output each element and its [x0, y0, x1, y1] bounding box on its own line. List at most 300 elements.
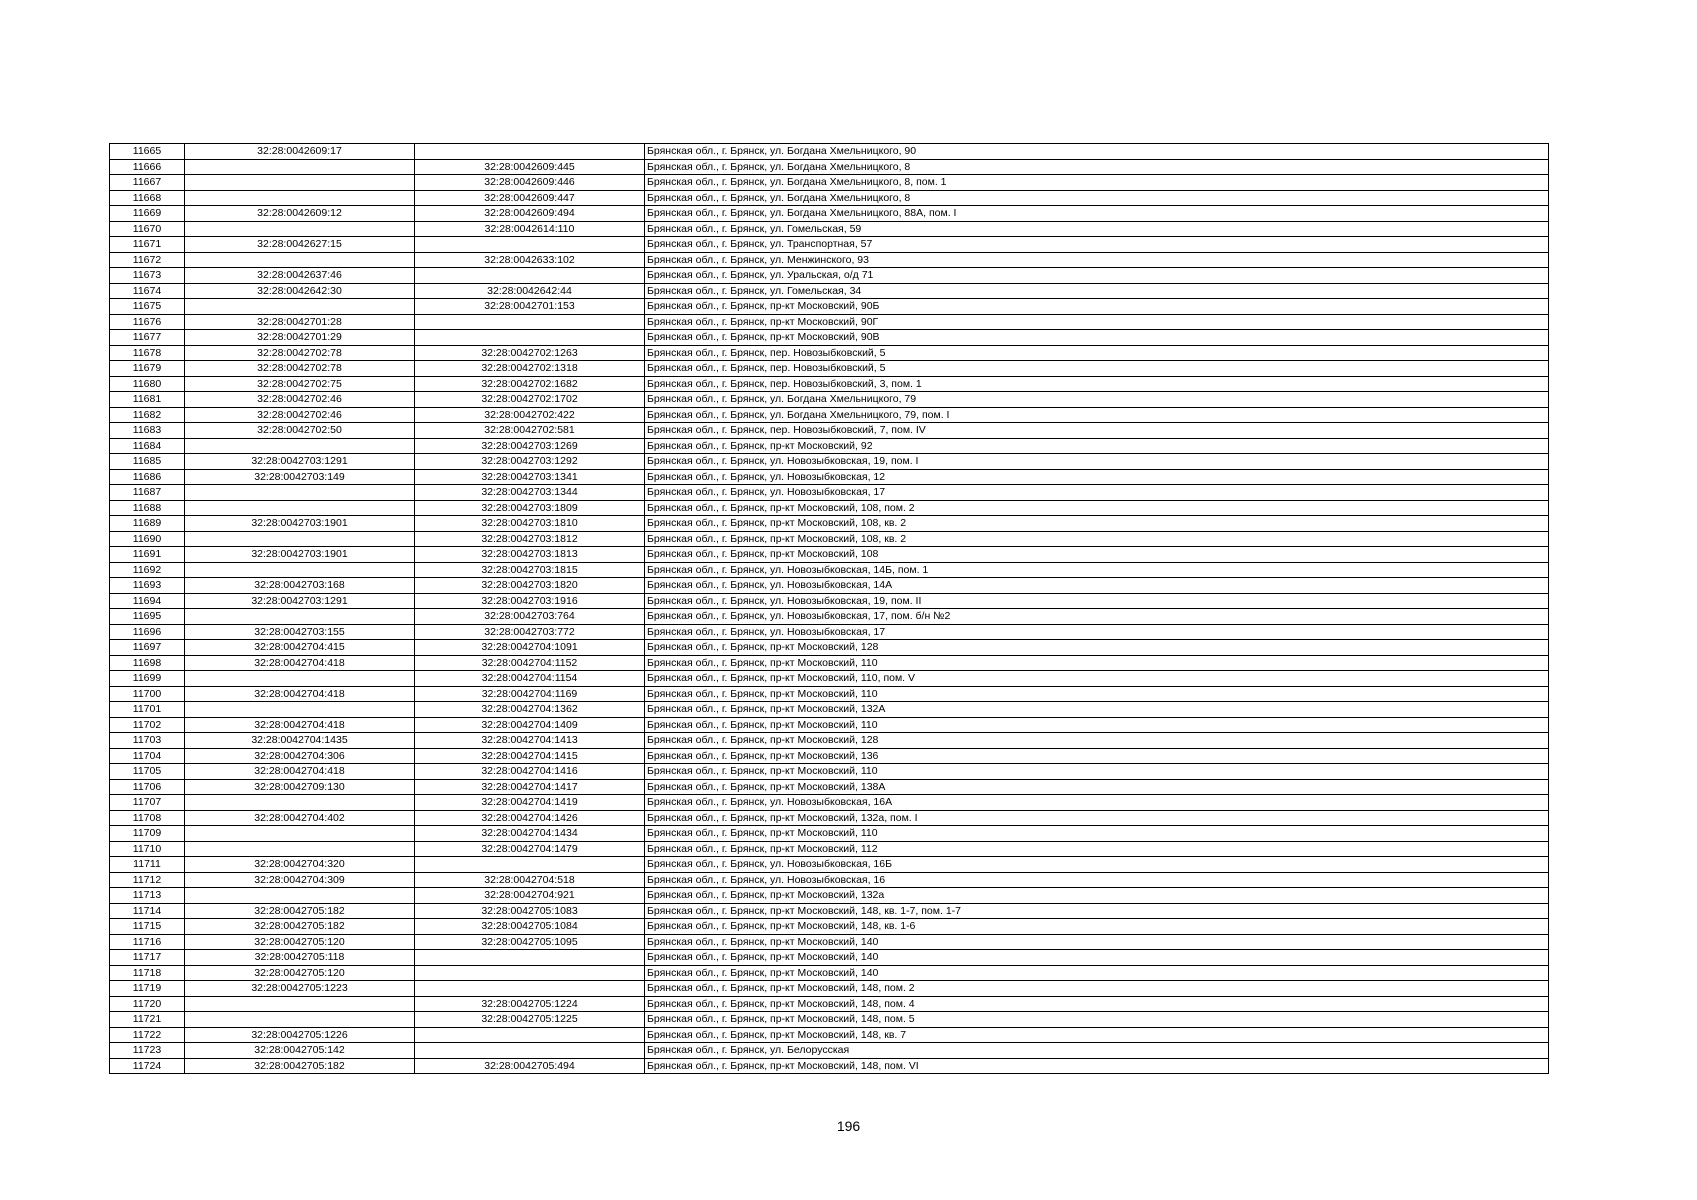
object-cadastral-number-cell: 32:28:0042642:44	[415, 283, 645, 299]
row-number-cell: 11706	[110, 779, 185, 795]
object-cadastral-number-cell: 32:28:0042704:1417	[415, 779, 645, 795]
object-cadastral-number-cell: 32:28:0042705:1225	[415, 1012, 645, 1028]
row-number-cell: 11703	[110, 733, 185, 749]
land-cadastral-number-cell	[185, 438, 415, 454]
land-cadastral-number-cell: 32:28:0042702:78	[185, 345, 415, 361]
table-row	[110, 485, 1549, 501]
row-number-cell: 11718	[110, 965, 185, 981]
row-number-cell: 11693	[110, 578, 185, 594]
object-cadastral-number-cell: 32:28:0042609:446	[415, 175, 645, 191]
land-cadastral-number-cell: 32:28:0042609:17	[185, 144, 415, 160]
table-row	[110, 903, 1549, 919]
table-row	[110, 562, 1549, 578]
row-number-cell: 11666	[110, 159, 185, 175]
land-cadastral-number-cell: 32:28:0042703:1901	[185, 547, 415, 563]
table-row	[110, 826, 1549, 842]
object-cadastral-number-cell: 32:28:0042702:1702	[415, 392, 645, 408]
table-row	[110, 857, 1549, 873]
address-cell: Брянская обл., г. Брянск, пр-кт Московский, 148, пом. 2	[645, 981, 1549, 997]
object-cadastral-number-cell: 32:28:0042704:1362	[415, 702, 645, 718]
row-number-cell: 11709	[110, 826, 185, 842]
address-cell: Брянская обл., г. Брянск, пр-кт Московский, 110, пом. V	[645, 671, 1549, 687]
row-number-cell: 11670	[110, 221, 185, 237]
table-row	[110, 1043, 1549, 1059]
object-cadastral-number-cell	[415, 981, 645, 997]
row-number-cell: 11683	[110, 423, 185, 439]
address-cell: Брянская обл., г. Брянск, ул. Новозыбковская, 14Б, пом. 1	[645, 562, 1549, 578]
table-row	[110, 376, 1549, 392]
row-number-cell: 11677	[110, 330, 185, 346]
address-cell: Брянская обл., г. Брянск, ул. Новозыбковская, 14А	[645, 578, 1549, 594]
land-cadastral-number-cell: 32:28:0042705:120	[185, 934, 415, 950]
address-cell: Брянская обл., г. Брянск, ул. Новозыбковская, 17, пом. б/н №2	[645, 609, 1549, 625]
object-cadastral-number-cell: 32:28:0042703:1292	[415, 454, 645, 470]
address-cell: Брянская обл., г. Брянск, пр-кт Московский, 140	[645, 934, 1549, 950]
land-cadastral-number-cell	[185, 500, 415, 516]
land-cadastral-number-cell	[185, 299, 415, 315]
object-cadastral-number-cell: 32:28:0042705:1095	[415, 934, 645, 950]
land-cadastral-number-cell	[185, 702, 415, 718]
land-cadastral-number-cell: 32:28:0042705:1226	[185, 1027, 415, 1043]
table-row	[110, 919, 1549, 935]
row-number-cell: 11711	[110, 857, 185, 873]
address-cell: Брянская обл., г. Брянск, пр-кт Московский, 110	[645, 686, 1549, 702]
land-cadastral-number-cell	[185, 996, 415, 1012]
object-cadastral-number-cell	[415, 857, 645, 873]
table-row	[110, 159, 1549, 175]
land-cadastral-number-cell	[185, 795, 415, 811]
land-cadastral-number-cell	[185, 609, 415, 625]
object-cadastral-number-cell: 32:28:0042702:1682	[415, 376, 645, 392]
address-cell: Брянская обл., г. Брянск, пр-кт Московский, 92	[645, 438, 1549, 454]
address-cell: Брянская обл., г. Брянск, пр-кт Московский, 148, кв. 1-6	[645, 919, 1549, 935]
land-cadastral-number-cell: 32:28:0042609:12	[185, 206, 415, 222]
land-cadastral-number-cell	[185, 175, 415, 191]
row-number-cell: 11712	[110, 872, 185, 888]
object-cadastral-number-cell	[415, 965, 645, 981]
row-number-cell: 11680	[110, 376, 185, 392]
object-cadastral-number-cell	[415, 330, 645, 346]
address-cell: Брянская обл., г. Брянск, пр-кт Московский, 132а	[645, 888, 1549, 904]
row-number-cell: 11720	[110, 996, 185, 1012]
object-cadastral-number-cell: 32:28:0042703:1810	[415, 516, 645, 532]
row-number-cell: 11710	[110, 841, 185, 857]
address-cell: Брянская обл., г. Брянск, ул. Новозыбковская, 16	[645, 872, 1549, 888]
table-row	[110, 640, 1549, 656]
land-cadastral-number-cell: 32:28:0042704:418	[185, 764, 415, 780]
table-row	[110, 516, 1549, 532]
address-cell: Брянская обл., г. Брянск, пр-кт Московский, 90Г	[645, 314, 1549, 330]
address-cell: Брянская обл., г. Брянск, ул. Новозыбковская, 19, пом. II	[645, 593, 1549, 609]
object-cadastral-number-cell: 32:28:0042703:1812	[415, 531, 645, 547]
address-cell: Брянская обл., г. Брянск, ул. Гомельская, 34	[645, 283, 1549, 299]
address-cell: Брянская обл., г. Брянск, пр-кт Московский, 148, кв. 7	[645, 1027, 1549, 1043]
land-cadastral-number-cell: 32:28:0042642:30	[185, 283, 415, 299]
address-cell: Брянская обл., г. Брянск, пр-кт Московский, 132А	[645, 702, 1549, 718]
object-cadastral-number-cell: 32:28:0042704:1169	[415, 686, 645, 702]
address-cell: Брянская обл., г. Брянск, пер. Новозыбковский, 5	[645, 345, 1549, 361]
object-cadastral-number-cell: 32:28:0042609:445	[415, 159, 645, 175]
table-body	[110, 144, 1549, 1074]
row-number-cell: 11671	[110, 237, 185, 253]
address-cell: Брянская обл., г. Брянск, пр-кт Московский, 136	[645, 748, 1549, 764]
object-cadastral-number-cell: 32:28:0042704:1409	[415, 717, 645, 733]
land-cadastral-number-cell	[185, 888, 415, 904]
object-cadastral-number-cell: 32:28:0042702:422	[415, 407, 645, 423]
table-row	[110, 407, 1549, 423]
address-cell: Брянская обл., г. Брянск, ул. Новозыбковская, 16Б	[645, 857, 1549, 873]
address-cell: Брянская обл., г. Брянск, пр-кт Московский, 140	[645, 965, 1549, 981]
table-row	[110, 655, 1549, 671]
row-number-cell: 11679	[110, 361, 185, 377]
object-cadastral-number-cell: 32:28:0042704:1434	[415, 826, 645, 842]
land-cadastral-number-cell	[185, 531, 415, 547]
object-cadastral-number-cell: 32:28:0042703:1809	[415, 500, 645, 516]
address-cell: Брянская обл., г. Брянск, ул. Богдана Хмельницкого, 88А, пом. I	[645, 206, 1549, 222]
land-cadastral-number-cell	[185, 671, 415, 687]
land-cadastral-number-cell: 32:28:0042704:1435	[185, 733, 415, 749]
row-number-cell: 11701	[110, 702, 185, 718]
row-number-cell: 11696	[110, 624, 185, 640]
table-row	[110, 764, 1549, 780]
object-cadastral-number-cell: 32:28:0042705:1083	[415, 903, 645, 919]
object-cadastral-number-cell	[415, 1027, 645, 1043]
row-number-cell: 11714	[110, 903, 185, 919]
row-number-cell: 11722	[110, 1027, 185, 1043]
land-cadastral-number-cell	[185, 841, 415, 857]
object-cadastral-number-cell: 32:28:0042633:102	[415, 252, 645, 268]
row-number-cell: 11724	[110, 1058, 185, 1074]
object-cadastral-number-cell: 32:28:0042703:764	[415, 609, 645, 625]
land-cadastral-number-cell	[185, 159, 415, 175]
object-cadastral-number-cell: 32:28:0042702:581	[415, 423, 645, 439]
table-row	[110, 361, 1549, 377]
table-row	[110, 934, 1549, 950]
row-number-cell: 11688	[110, 500, 185, 516]
table-row	[110, 779, 1549, 795]
table-row	[110, 206, 1549, 222]
land-cadastral-number-cell: 32:28:0042701:29	[185, 330, 415, 346]
land-cadastral-number-cell: 32:28:0042705:120	[185, 965, 415, 981]
object-cadastral-number-cell: 32:28:0042705:1084	[415, 919, 645, 935]
address-cell: Брянская обл., г. Брянск, пр-кт Московский, 138А	[645, 779, 1549, 795]
land-cadastral-number-cell: 32:28:0042702:46	[185, 407, 415, 423]
land-cadastral-number-cell: 32:28:0042705:1223	[185, 981, 415, 997]
land-cadastral-number-cell: 32:28:0042702:75	[185, 376, 415, 392]
table-row	[110, 1012, 1549, 1028]
row-number-cell: 11702	[110, 717, 185, 733]
table-row	[110, 423, 1549, 439]
land-cadastral-number-cell: 32:28:0042704:418	[185, 717, 415, 733]
object-cadastral-number-cell: 32:28:0042703:772	[415, 624, 645, 640]
land-cadastral-number-cell	[185, 826, 415, 842]
table-row	[110, 795, 1549, 811]
land-cadastral-number-cell: 32:28:0042703:1901	[185, 516, 415, 532]
address-cell: Брянская обл., г. Брянск, ул. Богдана Хмельницкого, 8	[645, 190, 1549, 206]
land-cadastral-number-cell: 32:28:0042704:320	[185, 857, 415, 873]
row-number-cell: 11667	[110, 175, 185, 191]
row-number-cell: 11685	[110, 454, 185, 470]
address-cell: Брянская обл., г. Брянск, пр-кт Московский, 148, пом. VI	[645, 1058, 1549, 1074]
table-row	[110, 624, 1549, 640]
object-cadastral-number-cell: 32:28:0042704:1415	[415, 748, 645, 764]
land-cadastral-number-cell: 32:28:0042702:50	[185, 423, 415, 439]
row-number-cell: 11672	[110, 252, 185, 268]
address-cell: Брянская обл., г. Брянск, ул. Новозыбковская, 19, пом. I	[645, 454, 1549, 470]
row-number-cell: 11690	[110, 531, 185, 547]
object-cadastral-number-cell: 32:28:0042703:1813	[415, 547, 645, 563]
object-cadastral-number-cell: 32:28:0042703:1344	[415, 485, 645, 501]
object-cadastral-number-cell: 32:28:0042703:1341	[415, 469, 645, 485]
land-cadastral-number-cell: 32:28:0042704:306	[185, 748, 415, 764]
land-cadastral-number-cell: 32:28:0042705:118	[185, 950, 415, 966]
land-cadastral-number-cell	[185, 221, 415, 237]
row-number-cell: 11684	[110, 438, 185, 454]
table-row	[110, 283, 1549, 299]
row-number-cell: 11704	[110, 748, 185, 764]
row-number-cell: 11681	[110, 392, 185, 408]
row-number-cell: 11721	[110, 1012, 185, 1028]
address-cell: Брянская обл., г. Брянск, пер. Новозыбковский, 7, пом. IV	[645, 423, 1549, 439]
table-row	[110, 345, 1549, 361]
land-cadastral-number-cell: 32:28:0042709:130	[185, 779, 415, 795]
row-number-cell: 11689	[110, 516, 185, 532]
object-cadastral-number-cell: 32:28:0042703:1269	[415, 438, 645, 454]
land-cadastral-number-cell	[185, 190, 415, 206]
address-cell: Брянская обл., г. Брянск, пр-кт Московский, 110	[645, 764, 1549, 780]
land-cadastral-number-cell	[185, 252, 415, 268]
row-number-cell: 11694	[110, 593, 185, 609]
land-cadastral-number-cell	[185, 485, 415, 501]
object-cadastral-number-cell: 32:28:0042704:1416	[415, 764, 645, 780]
address-cell: Брянская обл., г. Брянск, пр-кт Московский, 110	[645, 826, 1549, 842]
address-cell: Брянская обл., г. Брянск, пр-кт Московский, 108, кв. 2	[645, 531, 1549, 547]
address-cell: Брянская обл., г. Брянск, пр-кт Московский, 110	[645, 717, 1549, 733]
object-cadastral-number-cell: 32:28:0042704:1154	[415, 671, 645, 687]
address-cell: Брянская обл., г. Брянск, пр-кт Московский, 90Б	[645, 299, 1549, 315]
table-row	[110, 888, 1549, 904]
address-cell: Брянская обл., г. Брянск, пр-кт Московский, 128	[645, 733, 1549, 749]
table-row	[110, 454, 1549, 470]
table-row	[110, 190, 1549, 206]
row-number-cell: 11716	[110, 934, 185, 950]
row-number-cell: 11708	[110, 810, 185, 826]
table-row	[110, 221, 1549, 237]
table-row	[110, 469, 1549, 485]
address-cell: Брянская обл., г. Брянск, пр-кт Московский, 112	[645, 841, 1549, 857]
row-number-cell: 11698	[110, 655, 185, 671]
land-cadastral-number-cell: 32:28:0042705:182	[185, 903, 415, 919]
table-row	[110, 1027, 1549, 1043]
table-row	[110, 810, 1549, 826]
address-cell: Брянская обл., г. Брянск, пр-кт Московский, 132а, пом. I	[645, 810, 1549, 826]
row-number-cell: 11700	[110, 686, 185, 702]
row-number-cell: 11668	[110, 190, 185, 206]
land-cadastral-number-cell: 32:28:0042703:1291	[185, 593, 415, 609]
table-row	[110, 748, 1549, 764]
table-row	[110, 593, 1549, 609]
address-cell: Брянская обл., г. Брянск, пр-кт Московский, 148, кв. 1-7, пом. 1-7	[645, 903, 1549, 919]
address-cell: Брянская обл., г. Брянск, пр-кт Московский, 110	[645, 655, 1549, 671]
object-cadastral-number-cell: 32:28:0042703:1820	[415, 578, 645, 594]
address-cell: Брянская обл., г. Брянск, ул. Богдана Хмельницкого, 79	[645, 392, 1549, 408]
address-cell: Брянская обл., г. Брянск, ул. Новозыбковская, 16А	[645, 795, 1549, 811]
table-row	[110, 996, 1549, 1012]
address-cell: Брянская обл., г. Брянск, ул. Менжинского, 93	[645, 252, 1549, 268]
table-row	[110, 702, 1549, 718]
row-number-cell: 11687	[110, 485, 185, 501]
table-row	[110, 965, 1549, 981]
object-cadastral-number-cell: 32:28:0042701:153	[415, 299, 645, 315]
table-row	[110, 299, 1549, 315]
table-row	[110, 500, 1549, 516]
row-number-cell: 11719	[110, 981, 185, 997]
object-cadastral-number-cell	[415, 144, 645, 160]
address-cell: Брянская обл., г. Брянск, ул. Новозыбковская, 17	[645, 624, 1549, 640]
address-cell: Брянская обл., г. Брянск, ул. Богдана Хмельницкого, 8	[645, 159, 1549, 175]
land-cadastral-number-cell	[185, 1012, 415, 1028]
row-number-cell: 11665	[110, 144, 185, 160]
land-cadastral-number-cell: 32:28:0042627:15	[185, 237, 415, 253]
object-cadastral-number-cell: 32:28:0042704:1091	[415, 640, 645, 656]
land-cadastral-number-cell: 32:28:0042704:418	[185, 686, 415, 702]
table-row	[110, 733, 1549, 749]
address-cell: Брянская обл., г. Брянск, ул. Новозыбковская, 12	[645, 469, 1549, 485]
object-cadastral-number-cell: 32:28:0042704:1426	[415, 810, 645, 826]
object-cadastral-number-cell: 32:28:0042705:494	[415, 1058, 645, 1074]
row-number-cell: 11675	[110, 299, 185, 315]
object-cadastral-number-cell	[415, 237, 645, 253]
land-cadastral-number-cell: 32:28:0042701:28	[185, 314, 415, 330]
land-cadastral-number-cell: 32:28:0042702:78	[185, 361, 415, 377]
object-cadastral-number-cell: 32:28:0042703:1815	[415, 562, 645, 578]
address-cell: Брянская обл., г. Брянск, пр-кт Московский, 148, пом. 5	[645, 1012, 1549, 1028]
table-row	[110, 671, 1549, 687]
object-cadastral-number-cell: 32:28:0042704:1413	[415, 733, 645, 749]
address-cell: Брянская обл., г. Брянск, пр-кт Московский, 108	[645, 547, 1549, 563]
row-number-cell: 11723	[110, 1043, 185, 1059]
object-cadastral-number-cell: 32:28:0042609:494	[415, 206, 645, 222]
row-number-cell: 11678	[110, 345, 185, 361]
object-cadastral-number-cell: 32:28:0042702:1263	[415, 345, 645, 361]
object-cadastral-number-cell: 32:28:0042704:1479	[415, 841, 645, 857]
object-cadastral-number-cell: 32:28:0042705:1224	[415, 996, 645, 1012]
table-row	[110, 330, 1549, 346]
row-number-cell: 11682	[110, 407, 185, 423]
address-cell: Брянская обл., г. Брянск, ул. Богдана Хмельницкого, 90	[645, 144, 1549, 160]
land-cadastral-number-cell: 32:28:0042703:149	[185, 469, 415, 485]
row-number-cell: 11715	[110, 919, 185, 935]
land-cadastral-number-cell: 32:28:0042637:46	[185, 268, 415, 284]
land-cadastral-number-cell: 32:28:0042703:1291	[185, 454, 415, 470]
object-cadastral-number-cell: 32:28:0042704:518	[415, 872, 645, 888]
object-cadastral-number-cell: 32:28:0042702:1318	[415, 361, 645, 377]
row-number-cell: 11676	[110, 314, 185, 330]
address-cell: Брянская обл., г. Брянск, ул. Уральская, о/д 71	[645, 268, 1549, 284]
object-cadastral-number-cell: 32:28:0042704:1419	[415, 795, 645, 811]
table-row	[110, 950, 1549, 966]
address-cell: Брянская обл., г. Брянск, пр-кт Московский, 108, кв. 2	[645, 516, 1549, 532]
table-row	[110, 717, 1549, 733]
address-cell: Брянская обл., г. Брянск, ул. Гомельская, 59	[645, 221, 1549, 237]
address-cell: Брянская обл., г. Брянск, пер. Новозыбковский, 3, пом. 1	[645, 376, 1549, 392]
object-cadastral-number-cell	[415, 268, 645, 284]
land-cadastral-number-cell	[185, 562, 415, 578]
address-cell: Брянская обл., г. Брянск, ул. Транспортная, 57	[645, 237, 1549, 253]
object-cadastral-number-cell: 32:28:0042704:921	[415, 888, 645, 904]
table-row	[110, 1058, 1549, 1074]
land-cadastral-number-cell: 32:28:0042702:46	[185, 392, 415, 408]
object-cadastral-number-cell: 32:28:0042609:447	[415, 190, 645, 206]
object-cadastral-number-cell	[415, 950, 645, 966]
table-row	[110, 175, 1549, 191]
land-cadastral-number-cell: 32:28:0042704:415	[185, 640, 415, 656]
table-row	[110, 609, 1549, 625]
table-row	[110, 392, 1549, 408]
land-cadastral-number-cell: 32:28:0042704:309	[185, 872, 415, 888]
table-row	[110, 841, 1549, 857]
row-number-cell: 11692	[110, 562, 185, 578]
table-row	[110, 872, 1549, 888]
table-row	[110, 438, 1549, 454]
row-number-cell: 11713	[110, 888, 185, 904]
table-row	[110, 547, 1549, 563]
row-number-cell: 11669	[110, 206, 185, 222]
land-cadastral-number-cell: 32:28:0042704:418	[185, 655, 415, 671]
table-row	[110, 531, 1549, 547]
table-row	[110, 578, 1549, 594]
row-number-cell: 11699	[110, 671, 185, 687]
registry-table	[109, 143, 1549, 1074]
object-cadastral-number-cell	[415, 1043, 645, 1059]
address-cell: Брянская обл., г. Брянск, пр-кт Московский, 90В	[645, 330, 1549, 346]
address-cell: Брянская обл., г. Брянск, пр-кт Московский, 148, пом. 4	[645, 996, 1549, 1012]
object-cadastral-number-cell: 32:28:0042703:1916	[415, 593, 645, 609]
row-number-cell: 11705	[110, 764, 185, 780]
land-cadastral-number-cell: 32:28:0042703:168	[185, 578, 415, 594]
row-number-cell: 11697	[110, 640, 185, 656]
land-cadastral-number-cell: 32:28:0042705:182	[185, 919, 415, 935]
table-row	[110, 144, 1549, 160]
row-number-cell: 11674	[110, 283, 185, 299]
address-cell: Брянская обл., г. Брянск, пер. Новозыбковский, 5	[645, 361, 1549, 377]
object-cadastral-number-cell	[415, 314, 645, 330]
address-cell: Брянская обл., г. Брянск, ул. Белорусская	[645, 1043, 1549, 1059]
row-number-cell: 11707	[110, 795, 185, 811]
table-row	[110, 686, 1549, 702]
row-number-cell: 11673	[110, 268, 185, 284]
object-cadastral-number-cell: 32:28:0042614:110	[415, 221, 645, 237]
row-number-cell: 11691	[110, 547, 185, 563]
table-row	[110, 237, 1549, 253]
address-cell: Брянская обл., г. Брянск, ул. Новозыбковская, 17	[645, 485, 1549, 501]
table-row	[110, 252, 1549, 268]
land-cadastral-number-cell: 32:28:0042705:142	[185, 1043, 415, 1059]
table-row	[110, 314, 1549, 330]
land-cadastral-number-cell: 32:28:0042703:155	[185, 624, 415, 640]
table-row	[110, 981, 1549, 997]
address-cell: Брянская обл., г. Брянск, пр-кт Московский, 128	[645, 640, 1549, 656]
row-number-cell: 11717	[110, 950, 185, 966]
row-number-cell: 11695	[110, 609, 185, 625]
address-cell: Брянская обл., г. Брянск, пр-кт Московский, 140	[645, 950, 1549, 966]
land-cadastral-number-cell: 32:28:0042705:182	[185, 1058, 415, 1074]
table-row	[110, 268, 1549, 284]
address-cell: Брянская обл., г. Брянск, пр-кт Московский, 108, пом. 2	[645, 500, 1549, 516]
row-number-cell: 11686	[110, 469, 185, 485]
address-cell: Брянская обл., г. Брянск, ул. Богдана Хмельницкого, 79, пом. I	[645, 407, 1549, 423]
page-number: 196	[836, 1118, 861, 1134]
